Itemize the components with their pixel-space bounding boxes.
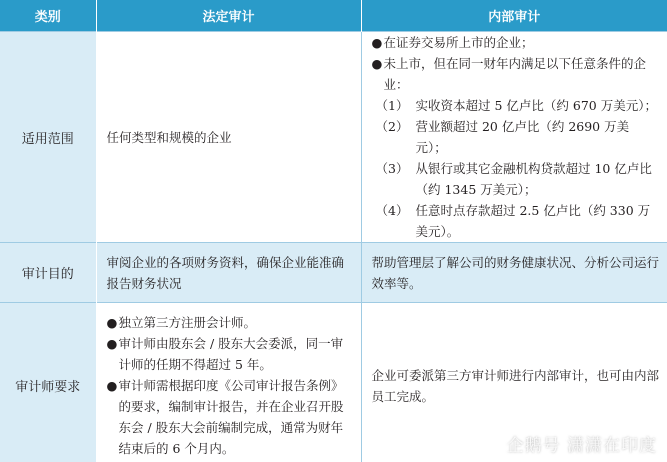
- list-item: ● 独立第三方注册会计师。: [107, 312, 353, 333]
- sub-condition: （2） 营业额超过 20 亿卢比（约 2690 万美元）；: [375, 119, 630, 155]
- header-statutory-audit: 法定审计: [96, 0, 361, 32]
- header-category: 类别: [0, 0, 96, 32]
- bullet-icon: ●: [106, 336, 118, 352]
- bullet-icon: ●: [106, 378, 118, 394]
- auditor-requirements-list: [107, 312, 353, 459]
- sub-condition: （1） 实收资本超过 5 亿卢比（约 670 万美元）；: [375, 98, 657, 113]
- statutory-cell: [96, 303, 361, 462]
- category-cell: 审计目的: [0, 243, 96, 303]
- list-item: ● 审计师需根据印度《公司审计报告条例》的要求，编制审计报告，并在企业召开股东会 / 股东大会前编制完成，通常为财年结束后的 6 个月内。: [107, 375, 353, 459]
- list-item: ● 未上市，但在同一财年内满足以下任意条件的企业：: [372, 53, 660, 95]
- internal-scope-list: [372, 32, 660, 95]
- watermark: 企鹅号 潇潇在印度: [485, 431, 657, 456]
- category-cell: 适用范围: [0, 32, 96, 243]
- internal-cell: 企业可委派第三方审计师进行内部审计，也可由内部员工完成。: [361, 303, 667, 462]
- header-internal-audit: 内部审计: [361, 0, 667, 32]
- statutory-cell: 审阅企业的各项财务资料，确保企业能准确报告财务状况: [96, 243, 361, 303]
- category-cell: 审计师要求: [0, 303, 96, 462]
- sub-condition: （3） 从银行或其它金融机构贷款超过 10 亿卢比（约 1345 万美元）；: [375, 161, 652, 197]
- internal-cell: 帮助管理层了解公司的财务健康状况、分析公司运行效率等。: [361, 243, 667, 303]
- penguin-icon: [485, 436, 503, 454]
- list-item: ● 审计师由股东会 / 股东大会委派，同一审计师的任期不得超过 5 年。: [107, 333, 353, 375]
- list-item: ● 在证券交易所上市的企业；: [372, 32, 660, 53]
- table-row: [0, 32, 667, 243]
- statutory-cell: 任何类型和规模的企业: [96, 32, 361, 243]
- sub-condition: （4） 任意时点存款超过 2.5 亿卢比（约 330 万美元）。: [375, 203, 651, 239]
- bullet-icon: ●: [106, 315, 118, 331]
- internal-cell: [361, 32, 667, 243]
- bullet-icon: ●: [371, 56, 383, 71]
- bullet-icon: ●: [371, 35, 383, 50]
- table-row: [0, 243, 667, 303]
